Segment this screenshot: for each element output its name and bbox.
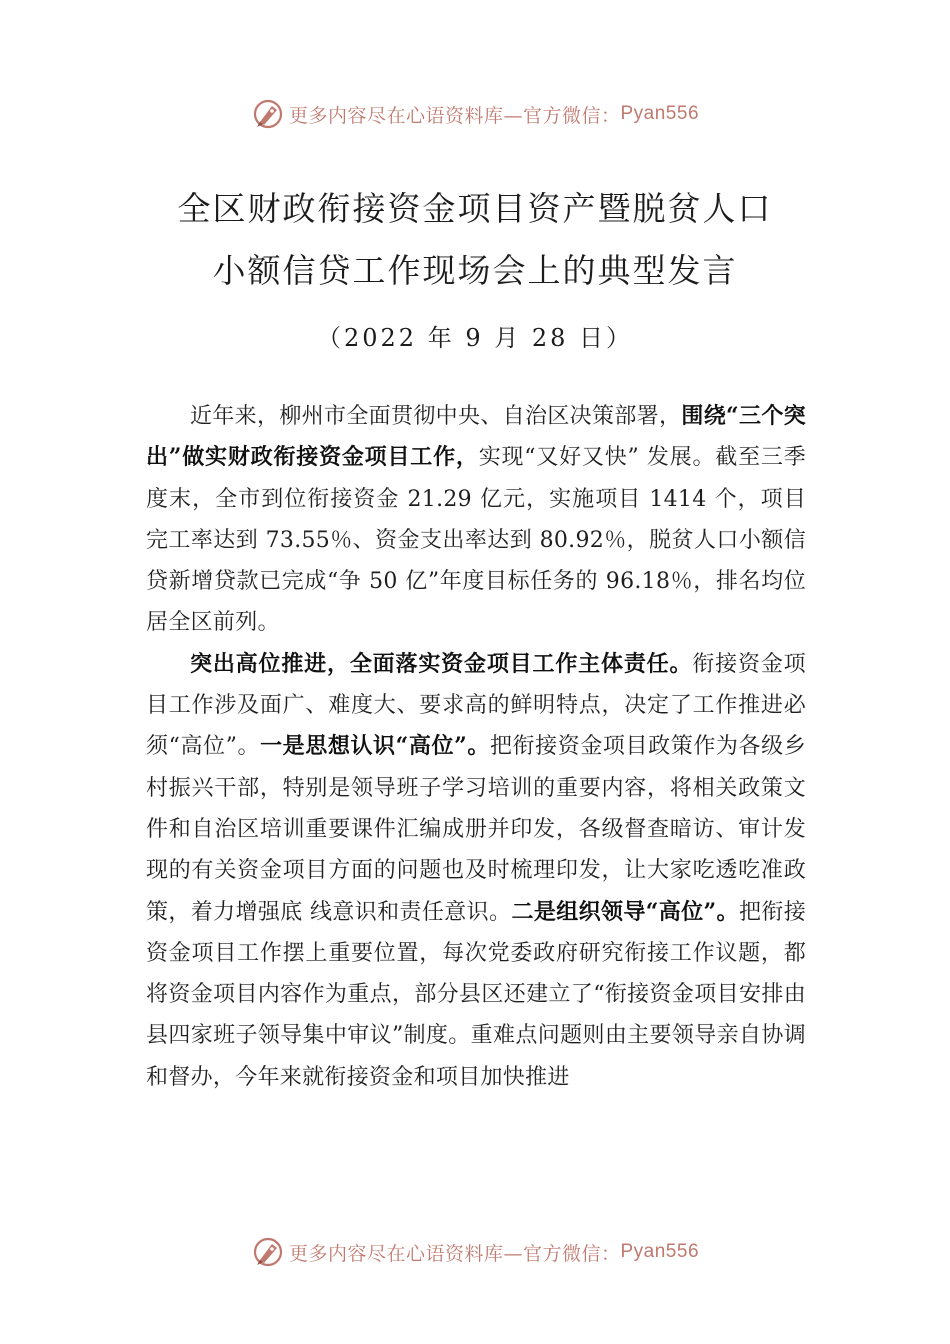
paragraph-high-level-promotion [146,644,806,1098]
header-banner [0,94,950,134]
document-title-line2: 小额信贷工作现场会上的典型发言 [212,251,738,290]
banner-wechat-id: Pyan556 [620,103,700,124]
footer-banner-text: 更多内容尽在心语资料库—官方微信： [288,1242,621,1265]
p1-bold-1: 围绕“三个突出”做实财政衔接资金项目工作， [146,403,806,471]
document-title-line1: 全区财政衔接资金项目资产暨脱贫人口 [177,189,773,228]
p2-bold-1: 突出高位推进，全面落实资金项目工作主体责任。 [190,650,693,677]
p1-text-2: 实现“又好又快” 发展。截至三季度末，全市到位衔接资金 21.29 亿元，实施项目 1414 个，项目完工率达到 73.55％、资金支出率达到 80.92％，脱贫人口小额信贷新增贷款已完成“争 50 亿”年度目标任务的 96.18％，排名均位居全区前列。 [146,445,806,636]
document-date: （2022 年 9 月 28 日） [316,324,634,352]
paragraph-intro [146,396,806,644]
p2-text-2: 把衔接资金项目政策作为各级乡村振兴干部，特别是领导班子学习培训的重要内容，将相关政策文件和自治区培训重要课件汇编成册并印发，各级督查暗访、审计发现的有关资金项目方面的问题也及时梳理印发，让大家吃透吃准政策，着力增强底 线意识和责任意识。 [146,734,807,925]
p2-text-1: 衔接资金项目工作涉及面广、难度大、要求高的鲜明特点，决定了工作推进必须“高位”。 [146,651,806,760]
pen-nib-logo-icon [251,97,285,131]
footer-banner-wechat-id: Pyan556 [620,1241,700,1262]
p2-text-3: 把衔接资金项目工作摆上重要位置，每次党委政府研究衔接工作议题，都将资金项目内容作为重点，部分县区还建立了“衔接资金项目安排由县四家班子领导集中审议”制度。重难点问题则由主要领导亲自协调和督办，今年来就衔接资金和项目加快推进 [146,899,806,1090]
pen-nib-logo-icon [251,1235,285,1269]
banner-text: 更多内容尽在心语资料库—官方微信： [288,104,621,127]
document-body [146,396,806,1098]
p1-text-1: 近年来，柳州市全面贯彻中央、自治区决策部署， [190,404,682,429]
p2-bold-2: 一是思想认识“高位”。 [260,733,490,760]
p2-bold-3: 二是组织领导“高位”。 [511,898,739,925]
footer-banner [0,1232,950,1272]
